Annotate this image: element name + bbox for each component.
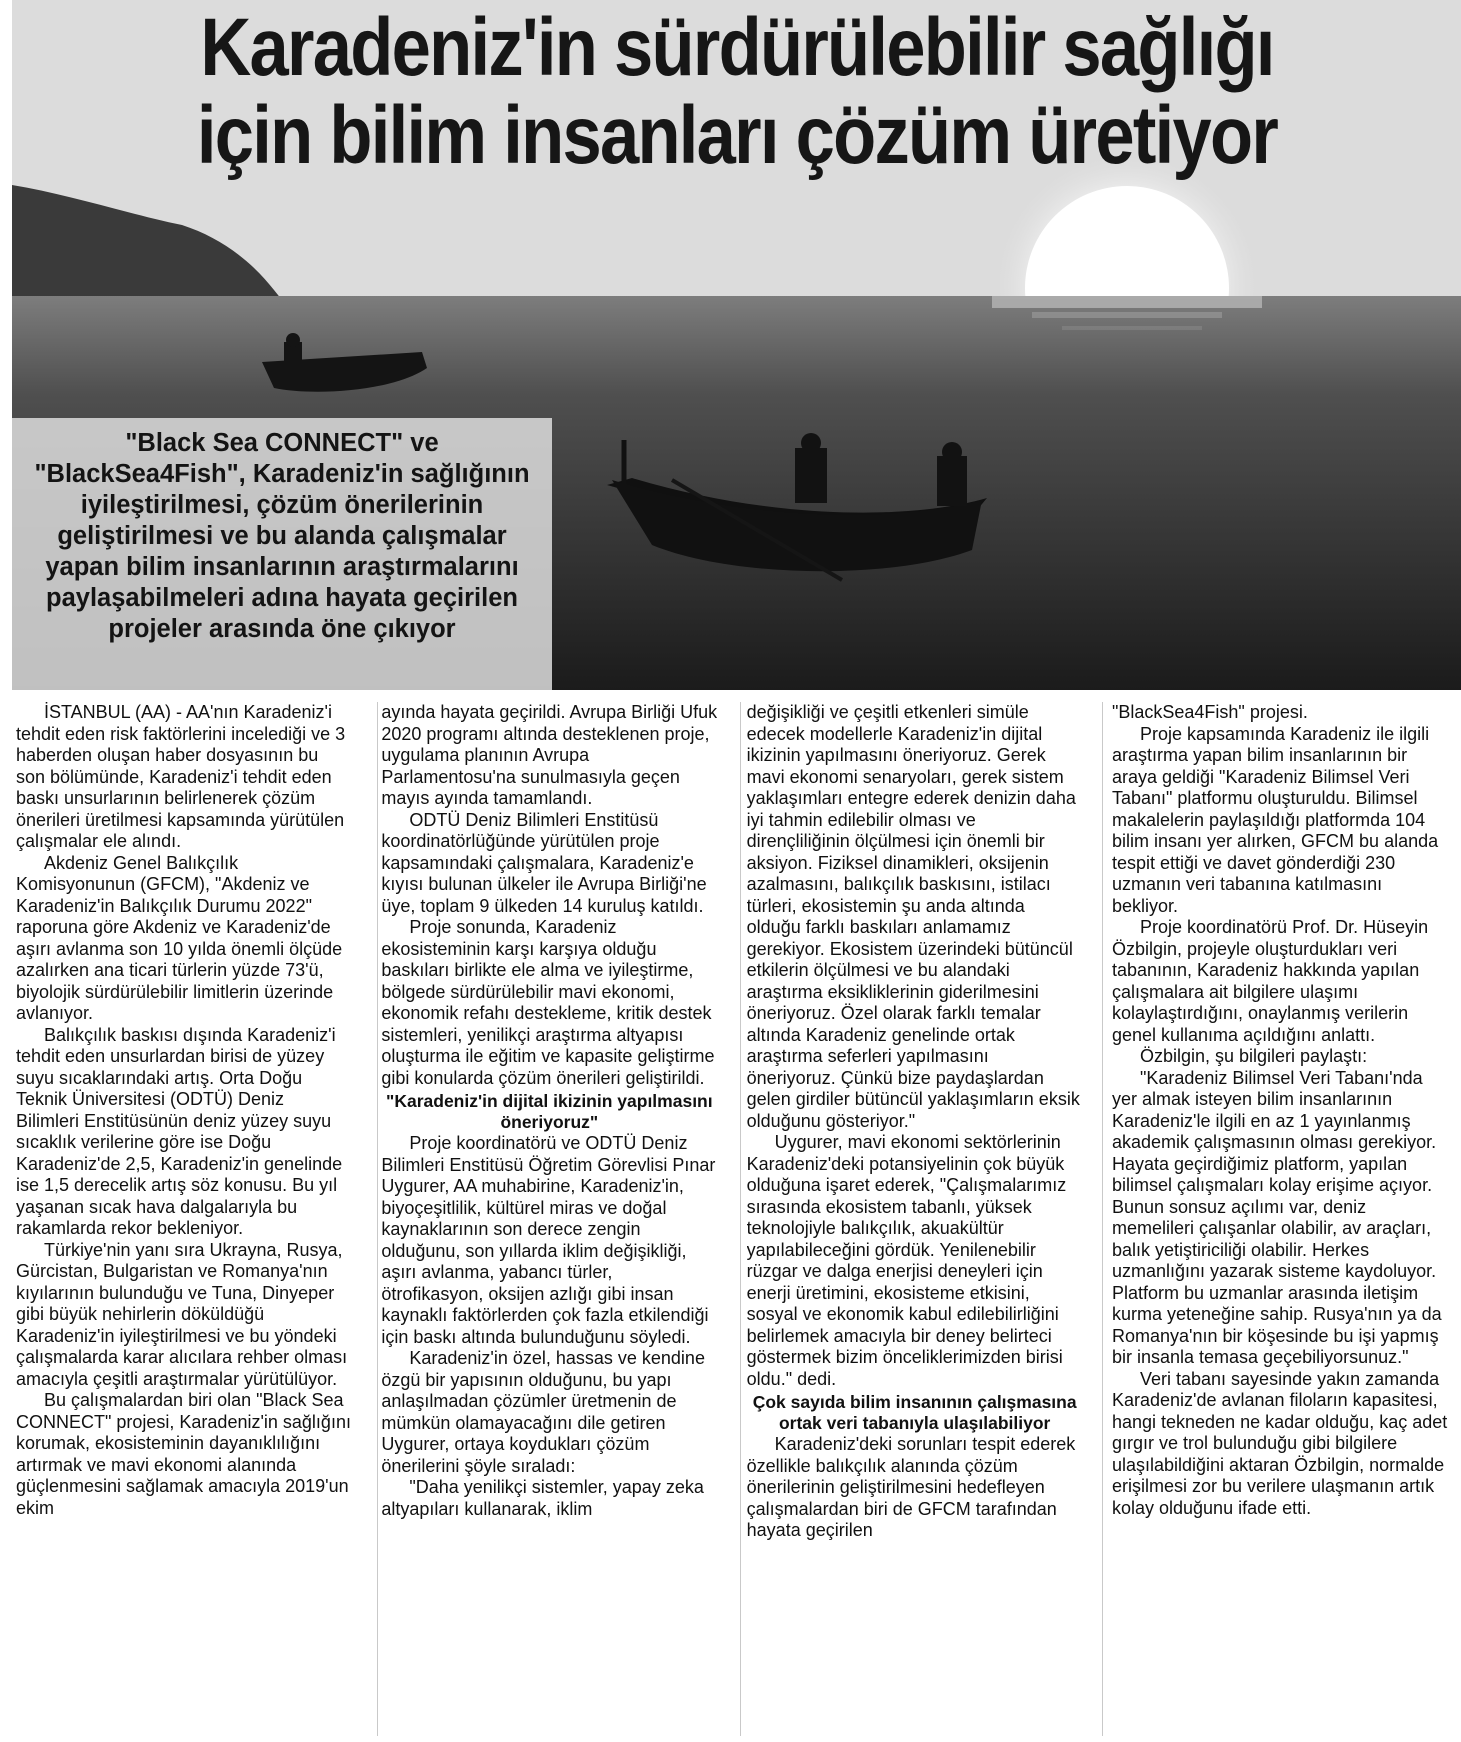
article-column-3 bbox=[747, 702, 1083, 1738]
article-column-2 bbox=[381, 702, 717, 1738]
paragraph: Türkiye'nin yanı sıra Ukrayna, Rusya, Gürcistan, Bulgaristan ve Romanya'nın kıyılarının bulunduğu ve Tuna, Dinyeper gibi büyük nehirlerin döküldüğü Karadeniz'in iyileştirilmesi ve bu yöndeki çalışmalarda karar alıcılara rehber olması amacıyla çeşitli araştırmalar yürütülüyor. bbox=[16, 1239, 348, 1389]
paragraph: Proje sonunda, Karadeniz ekosisteminin karşı karşıya olduğu baskıları birlikte ele alma ve iyileştirme, bölgede sürdürülebilir mavi ekonomi, ekonomik refahı destekleme, kritik destek sistemleri, yenilikçi araştırma altyapısı oluşturma ile eğitim ve kapasite geliştirme gibi konularda çözüm önerileri geliştirildi. bbox=[381, 917, 715, 1088]
paragraph: ayında hayata geçirildi. Avrupa Birliği Ufuk 2020 programı altında desteklenen proje, uygulama planının Avrupa Parlamentosu'na sunulmasıyla geçen mayıs ayında tamamlandı. bbox=[381, 702, 718, 808]
paragraph: Proje koordinatörü ve ODTÜ Deniz Bilimleri Enstitüsü Öğretim Görevlisi Pınar Uygurer, AA muhabirine, Karadeniz'in, biyoçeşitlilik, kültürel miras ve doğal kaynaklarının son derece zengin olduğunu, son yıllarda iklim değişikliği, aşırı avlanma, yabancı türler, ötrofikasyon, oksijen azlığı gibi insan kaynaklı faktörlerden çok fazla etkilendiği için baskı altında bulunduğunu söyledi. bbox=[381, 1133, 716, 1347]
article-body bbox=[16, 702, 1448, 1738]
paragraph: "Daha yenilikçi sistemler, yapay zeka altyapıları kullanarak, iklim bbox=[381, 1477, 704, 1519]
paragraph: Proje koordinatörü Prof. Dr. Hüseyin Özbilgin, projeyle oluşturdukları veri tabanının, Karadeniz hakkında yapılan çalışmalara ait bilgilere ulaşımı kolaylaştırdığını, onaylanmış verilerin genel kullanıma açıldığını anlattı. bbox=[1111, 917, 1429, 1045]
paragraph: İSTANBUL (AA) - AA'nın Karadeniz'i tehdit eden risk faktörlerini incelediği ve 3 haberden oluşan haber dosyasının bu son bölümünde, Karadeniz'i tehdit eden baskı unsurlarının belirlenerek çözüm önerileri üretilmesi kapsamında yürütülen çalışmalar ele alındı. bbox=[16, 702, 346, 851]
headline-line-2: için bilim insanları çözüm üretiyor bbox=[196, 90, 1278, 181]
paragraph: "Karadeniz Bilimsel Veri Tabanı'nda yer almak isteyen bilim insanlarının Karadeniz'le ilgili en az 1 yayınlanmış akademik çalışmasının olması gerekiyor. Hayata geçirdiğimiz platform, yapılan bilimsel çalışmaları kolay erişime açıyor. Bunun sonsuz açılımı var, deniz memelileri çalışanlar olabilir, av araçları, balık yetiştiriciliği olabilir. Herkes uzmanlığını yazarak sisteme kaydoluyor. Platform bu uzmanlar arasında iletişim kurma yeteneğine sahip. Rusya'nın ya da Romanya'nın bir köşesinde bu işi yapmış bir insanla temasa geçebiliyorsunuz." bbox=[1111, 1067, 1442, 1367]
headline bbox=[114, 4, 1361, 180]
paragraph: Karadeniz'deki sorunları tespit ederek özellikle balıkçılık alanında çözüm önerilerinin geliştirilmesini hedefleyen çalışmalardan biri de GFCM tarafından hayata geçirilen bbox=[746, 1434, 1076, 1540]
paragraph: Balıkçılık baskısı dışında Karadeniz'i tehdit eden unsurlardan birisi de yüzey suyu sıcaklarındaki artış. Orta Doğu Teknik Üniversitesi (ODTÜ) Deniz Bilimleri Enstitüsünün deniz yüzey suyu sıcaklık verilerine göre ise Doğu Karadeniz'de 2,5, Karadeniz'in genelinde ise 1,5 derecelik artış söz konusu. Bu yıl yaşanan sıcak hava dalgalarıyla bu rakamlarda rekor bekleniyor. bbox=[16, 1024, 343, 1238]
subheading: "Karadeniz'in dijital ikizinin yapılmasını öneriyoruz" bbox=[386, 1091, 713, 1132]
paragraph: Uygurer, mavi ekonomi sektörlerinin Karadeniz'deki potansiyelinin çok büyük olduğuna işaret ederek, "Çalışmalarımız sırasında ekosistem tabanlı, yüksek teknolojiyle balıkçılık, akuakültür yapılabileceğini gördük. Yenilenebilir rüzgar ve dalga enerjisi deneyleri için enerji üretimini, ekosisteme etkisini, sosyal ve ekonomik kabul edilebilirliğini belirlemek amacıyla bir deney belirteci göstermek bizim önceliklerimizden birisi oldu." dedi. bbox=[746, 1132, 1067, 1389]
headline-line-1: Karadeniz'in sürdürülebilir sağlığı bbox=[200, 2, 1274, 93]
deck-summary: "Black Sea CONNECT" ve "BlackSea4Fish", Karadeniz'in sağlığının iyileştirilmesi, çözüm önerilerinin geliştirilmesi ve bu alanda çalışmalar yapan bilim insanlarının araştırmalarını paylaşabilmeleri adına hayata geçirilen projeler arasında öne çıkıyor bbox=[12, 418, 552, 690]
subheading: Çok sayıda bilim insanının çalışmasına ortak veri tabanıyla ulaşılabiliyor bbox=[752, 1392, 1077, 1433]
article-column-4 bbox=[1112, 702, 1448, 1738]
paragraph: Özbilgin, şu bilgileri paylaştı: bbox=[1139, 1046, 1368, 1066]
paragraph: Veri tabanı sayesinde yakın zamanda Karadeniz'de avlanan filoların kapasitesi, hangi tekneden ne kadar olduğu, kaç adet gırgır ve trol bulunduğu gibi bilgilere ulaşılabildiğini aktaran Özbilgin, normalde erişilmesi zor bu verilere ulaşmanın artık kolay olduğunu ifade etti. bbox=[1111, 1368, 1448, 1518]
paragraph: değişikliği ve çeşitli etkenleri simüle edecek modellerle Karadeniz'in dijital ikizinin yapılmasını öneriyoruz. Gerek mavi ekonomi senaryoları, gerek sistem yaklaşımları entegre ederek denizin daha iyi tahmin edilebilir olması ve dirençliliğinin ölçülmesi için önemli bir aksiyon. Fiziksel dinamikleri, oksijenin azalmasını, balıkçılık baskısını, istilacı türleri, ekosistemin şu anda altında olduğu farklı baskıları anlamamız gerekiyor. Ekosistem üzerindeki bütüncül etkilerin ölçülmesi ve bu alandaki araştırma eksikliklerinin giderilmesini öneriyoruz. Özel olarak farklı temalar altında Karadeniz genelinde ortak araştırma seferleri yapılmasını öneriyoruz. Çünkü bize paydaşlardan gelen girdiler bütüncül yaklaşımların eksik olduğunu gösteriyor." bbox=[746, 702, 1080, 1131]
paragraph: ODTÜ Deniz Bilimleri Enstitüsü koordinatörlüğünde yürütülen proje kapsamındaki çalışmalara, Karadeniz'e kıyısı bulunan ülkeler ile Avrupa Birliği'ne üye, toplam 9 ülkeden 14 kuruluş katıldı. bbox=[381, 809, 707, 916]
paragraph: Karadeniz'in özel, hassas ve kendine özgü bir yapısının olduğunu, bu yapı anlaşılmadan çözümler üretmenin de mümkün olamayacağını dile getiren Uygurer, ortaya koydukları çözüm önerilerini şöyle sıraladı: bbox=[381, 1348, 705, 1476]
paragraph: Bu çalışmalardan biri olan "Black Sea CONNECT" projesi, Karadeniz'in sağlığını korumak, ekosisteminin dayanıklılığını artırmak ve mavi ekonomi alanında güçlenmesini sağlamak amacıyla 2019'un ekim bbox=[16, 1390, 351, 1518]
article-column-1 bbox=[16, 702, 352, 1738]
paragraph: Proje kapsamında Karadeniz ile ilgili araştırma yapan bilim insanlarının bir araya geldiği "Karadeniz Bilimsel Veri Tabanı" platformu oluşturuldu. Bilimsel makalelerin paylaşıldığı platformda 104 bilim insanı yer alırken, GFCM bu alanda tespit ettiği ve davet gönderdiği 230 uzmanın veri tabanına katılmasını bekliyor. bbox=[1111, 723, 1439, 916]
paragraph: Akdeniz Genel Balıkçılık Komisyonunun (GFCM), "Akdeniz ve Karadeniz'in Balıkçılık Durumu 2022" raporuna göre Akdeniz ve Karadeniz'de aşırı avlanma son 10 yılda önemli ölçüde azalırken ana ticari türlerin yüzde 73'ü, biyolojik sürdürülebilir limitlerin üzerinde avlanıyor. bbox=[16, 852, 343, 1023]
paragraph: "BlackSea4Fish" projesi. bbox=[1111, 702, 1308, 722]
